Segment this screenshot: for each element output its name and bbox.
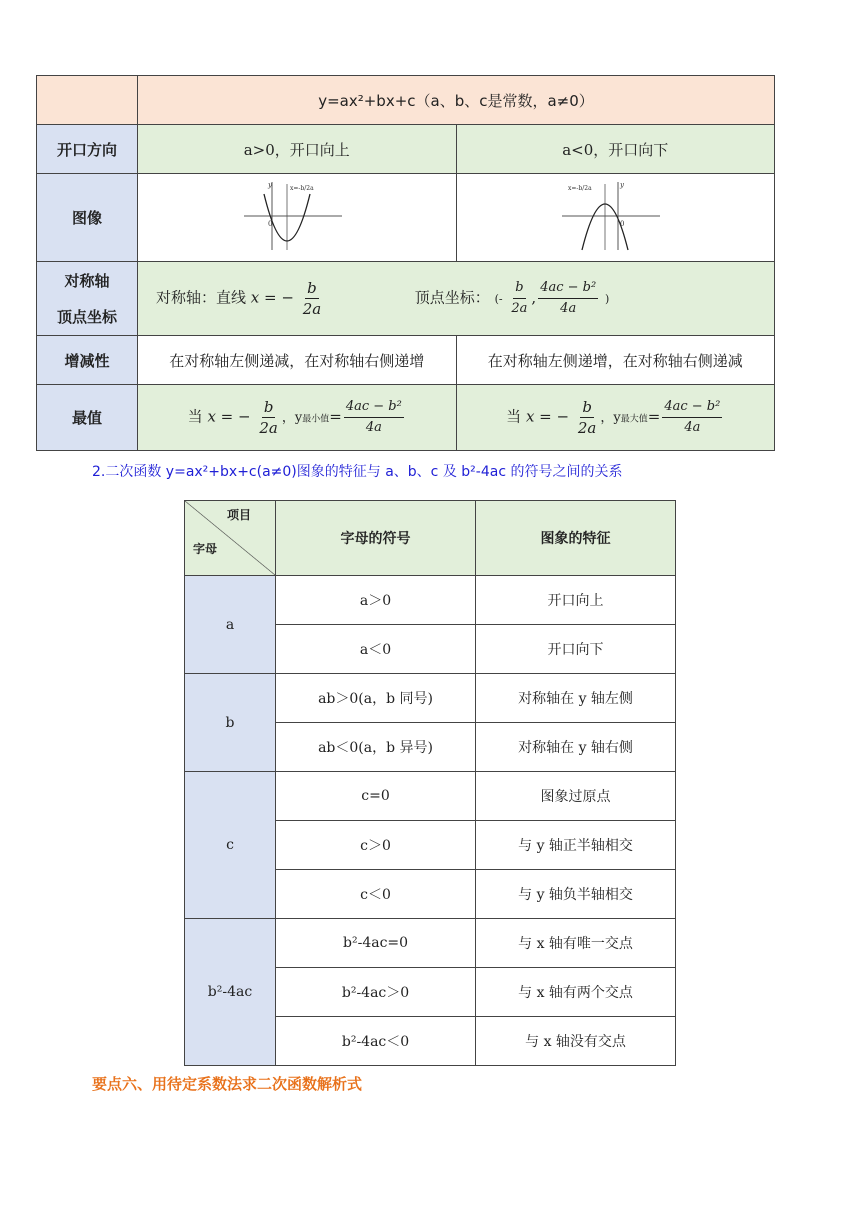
table-row-sign: b²-4ac＜0 <box>276 1017 476 1066</box>
table-row-sign: b²-4ac＞0 <box>276 968 476 1017</box>
col-header-feature: 图象的特征 <box>476 501 676 576</box>
svg-text:0: 0 <box>267 219 273 228</box>
monotonic-right-cell: 在对称轴左侧递增，在对称轴右侧递减 <box>456 336 775 385</box>
row-label-opening: 开口方向 <box>37 125 138 174</box>
vertex-x-fraction: $\frac{b}{2a}$ <box>511 280 528 316</box>
sign-feature-table <box>184 500 676 1066</box>
table-row-feature: 与 x 轴有两个交点 <box>476 968 676 1017</box>
table-row-sign: a＞0 <box>276 576 476 625</box>
table-row-feature: 开口向上 <box>476 576 676 625</box>
row-label-graph: 图像 <box>37 174 138 262</box>
group-label-b: b <box>185 674 276 772</box>
vertex-text: 顶点坐标： <box>414 288 490 307</box>
extreme-min-value-fraction: $\frac{\text{4ac − b²}}{4a}$ <box>345 399 402 435</box>
axis-fraction: $\frac{b}{2a}$ <box>302 279 322 318</box>
opening-down-cell: a<0，开口向下 <box>456 125 775 174</box>
group-label-c: c <box>185 772 276 919</box>
group-label-discriminant: b²-4ac <box>185 919 276 1066</box>
table-row-sign: b²-4ac=0 <box>276 919 476 968</box>
extreme-max-value-fraction: $\frac{\text{4ac − b²}}{4a}$ <box>664 399 721 435</box>
row-label-axis-vertex: 对称轴 顶点坐标 <box>37 262 138 336</box>
svg-text:y: y <box>620 180 625 189</box>
axis-vertex-cell: 对称轴：直线 x = − $\frac{b}{2a}$ 顶点坐标： (- $\frac{b}{2a}$ , $\frac{\text{4ac − b²}}{4a}$ ) <box>138 262 775 336</box>
corner-cell <box>37 76 138 125</box>
extreme-min-cell: 当 x = − $\frac{b}{2a}$ ，y最小值= $\frac{\text{4ac − b²}}{4a}$ <box>138 385 457 451</box>
group-label-a: a <box>185 576 276 674</box>
extreme-max-cell: 当 x = − $\frac{b}{2a}$ ，y最大值= $\frac{\text{4ac − b²}}{4a}$ <box>456 385 775 451</box>
table-row-feature: 开口向下 <box>476 625 676 674</box>
corner-diagonal-cell: 项目 字母 <box>185 501 276 576</box>
axis-text: 对称轴：直线 <box>156 288 247 307</box>
section-heading-key-point-6: 要点六、用待定系数法求二次函数解析式 <box>92 1075 363 1093</box>
col-header-sign: 字母的符号 <box>276 501 476 576</box>
opening-up-cell: a>0，开口向上 <box>138 125 457 174</box>
table-row-feature: 与 x 轴有唯一交点 <box>476 919 676 968</box>
table-row-sign: ab＜0(a，b 异号) <box>276 723 476 772</box>
svg-text:x=-b/2a: x=-b/2a <box>568 184 592 192</box>
section-2-title: 2.二次函数 y=ax²+bx+c(a≠0)图象的特征与 a、b、c 及 b²-4ac 的符号之间的关系 <box>92 464 623 480</box>
table-row-feature: 与 x 轴没有交点 <box>476 1017 676 1066</box>
vertex-y-fraction: $\frac{\text{4ac − b²}}{4a}$ <box>540 280 597 316</box>
graph-downward-cell <box>456 174 775 262</box>
graph-upward-cell <box>138 174 457 262</box>
extreme-max-x-fraction: $\frac{b}{2a}$ <box>577 398 597 437</box>
svg-text:y: y <box>267 180 272 189</box>
quadratic-properties-table <box>36 75 775 451</box>
table-row-sign: c＜0 <box>276 870 476 919</box>
svg-text:0: 0 <box>620 219 625 228</box>
table-row-sign: c=0 <box>276 772 476 821</box>
extreme-min-x-fraction: $\frac{b}{2a}$ <box>259 398 278 437</box>
downward-parabola-graph <box>560 178 670 254</box>
table-row-feature: 对称轴在 y 轴右侧 <box>476 723 676 772</box>
upward-parabola-graph <box>242 178 352 254</box>
table-header-formula: y=ax²+bx+c（a、b、c是常数，a≠0） <box>138 76 775 125</box>
row-label-extreme: 最值 <box>37 385 138 451</box>
table-row-sign: a＜0 <box>276 625 476 674</box>
table-row-feature: 对称轴在 y 轴左侧 <box>476 674 676 723</box>
table-row-feature: 与 y 轴正半轴相交 <box>476 821 676 870</box>
row-label-monotonic: 增减性 <box>37 336 138 385</box>
monotonic-left-cell: 在对称轴左侧递减，在对称轴右侧递增 <box>138 336 457 385</box>
table-row-sign: ab＞0(a，b 同号) <box>276 674 476 723</box>
table-row-sign: c＞0 <box>276 821 476 870</box>
table-row-feature: 与 y 轴负半轴相交 <box>476 870 676 919</box>
table-row-feature: 图象过原点 <box>476 772 676 821</box>
svg-text:x=-b/2a: x=-b/2a <box>289 184 314 192</box>
